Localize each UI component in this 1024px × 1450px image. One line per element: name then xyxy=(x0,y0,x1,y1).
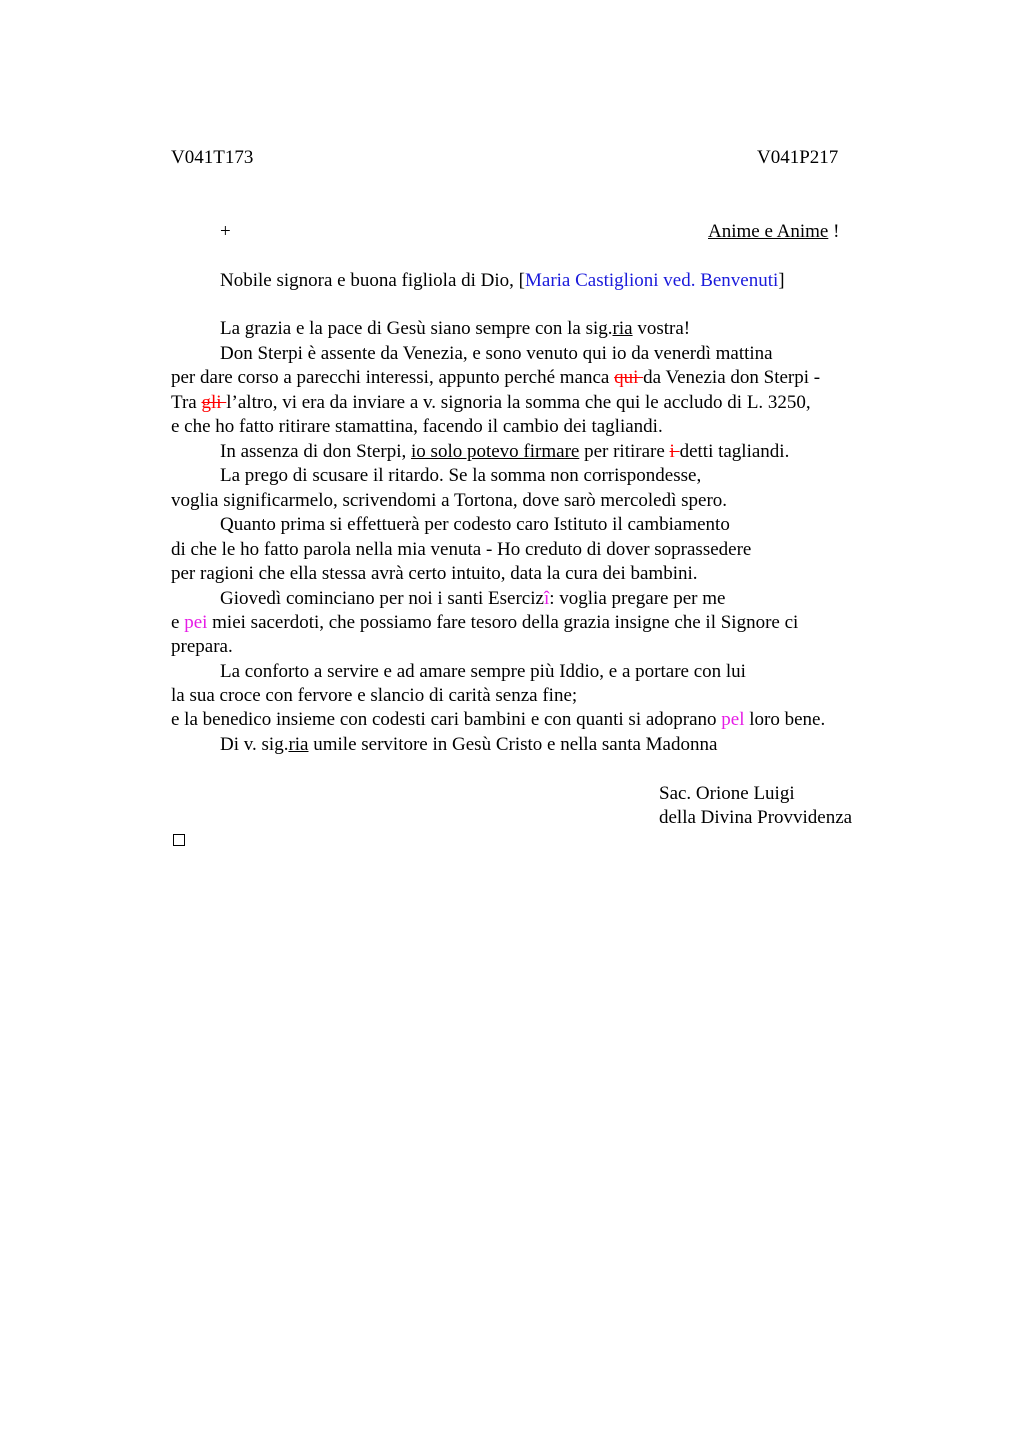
inserted-text: î xyxy=(543,588,550,609)
body-line-6 xyxy=(220,440,789,464)
body-line-17 xyxy=(171,708,825,732)
body-text: detti tagliandi. xyxy=(679,441,790,462)
body-text: da Venezia don Sterpi - xyxy=(643,367,821,388)
signature-name: Sac. Orione Luigi xyxy=(659,783,795,804)
body-line-7: La prego di scusare il ritardo. Se la somma non corrispondesse, xyxy=(220,465,702,486)
inserted-text: pel xyxy=(721,709,745,730)
body-line-1 xyxy=(220,317,690,341)
body-line-12 xyxy=(220,587,725,611)
deleted-text: i xyxy=(669,441,680,462)
body-line-13 xyxy=(171,611,798,635)
body-line-14: prepara. xyxy=(171,636,233,657)
salutation-close: ] xyxy=(778,270,785,291)
body-text: Tra xyxy=(171,392,202,413)
cross-symbol: + xyxy=(220,221,231,242)
document-code-left: V041T173 xyxy=(171,147,254,168)
body-text: Giovedì cominciano per noi i santi Eserciz xyxy=(220,588,544,609)
body-text: per dare corso a parecchi interessi, appunto perché manca xyxy=(171,367,615,388)
inserted-text: pei xyxy=(184,612,208,633)
body-text: Di v. sig. xyxy=(220,734,289,755)
motto xyxy=(708,220,839,244)
motto-exclamation: ! xyxy=(833,221,840,242)
body-line-10: di che le ho fatto parola nella mia venuta - Ho creduto di dover soprassedere xyxy=(171,539,752,560)
body-line-4 xyxy=(171,391,811,415)
body-line-15: La conforto a servire e ad amare sempre più Iddio, e a portare con lui xyxy=(220,661,746,682)
body-line-16: la sua croce con fervore e slancio di carità senza fine; xyxy=(171,685,578,706)
document-code-right: V041P217 xyxy=(757,147,839,168)
salutation-text: Nobile signora e buona figliola di Dio, [ xyxy=(220,270,525,291)
end-of-document-box xyxy=(173,834,185,846)
body-text: umile servitore in Gesù Cristo e nella santa Madonna xyxy=(308,734,718,755)
underlined-text: ria xyxy=(612,318,633,339)
body-line-11: per ragioni che ella stessa avrà certo intuito, data la cura dei bambini. xyxy=(171,563,698,584)
body-text: vostra! xyxy=(632,318,691,339)
deleted-text: qui xyxy=(614,367,644,388)
salutation xyxy=(220,269,785,293)
body-line-3 xyxy=(171,366,820,390)
body-text: In assenza di don Sterpi, xyxy=(220,441,412,462)
underlined-text: ria xyxy=(288,734,309,755)
body-text: l’altro, vi era da inviare a v. signoria la somma che qui le accludo di L. 3250, xyxy=(226,392,811,413)
motto-text: Anime e Anime xyxy=(708,221,829,242)
underlined-text: io solo potevo firmare xyxy=(411,441,580,462)
recipient-name: Maria Castiglioni ved. Benvenuti xyxy=(525,270,779,291)
body-line-9: Quanto prima si effettuerà per codesto caro Istituto il cambiamento xyxy=(220,514,730,535)
body-text: La grazia e la pace di Gesù siano sempre con la sig. xyxy=(220,318,613,339)
body-text: loro bene. xyxy=(744,709,826,730)
body-text: : voglia pregare per me xyxy=(549,588,726,609)
body-line-18 xyxy=(220,733,717,757)
body-text: miei sacerdoti, che possiamo fare tesoro della grazia insigne che il Signore ci xyxy=(207,612,799,633)
signature-title: della Divina Provvidenza xyxy=(659,807,853,828)
body-line-2: Don Sterpi è assente da Venezia, e sono venuto qui io da venerdì mattina xyxy=(220,343,773,364)
body-line-8: voglia significarmelo, scrivendomi a Tortona, dove sarò mercoledì spero. xyxy=(171,490,728,511)
deleted-text: gli xyxy=(201,392,227,413)
body-text: per ritirare xyxy=(579,441,670,462)
body-text: e xyxy=(171,612,185,633)
body-text: e la benedico insieme con codesti cari bambini e con quanti si adoprano xyxy=(171,709,722,730)
body-line-5: e che ho fatto ritirare stamattina, facendo il cambio dei tagliandi. xyxy=(171,416,663,437)
